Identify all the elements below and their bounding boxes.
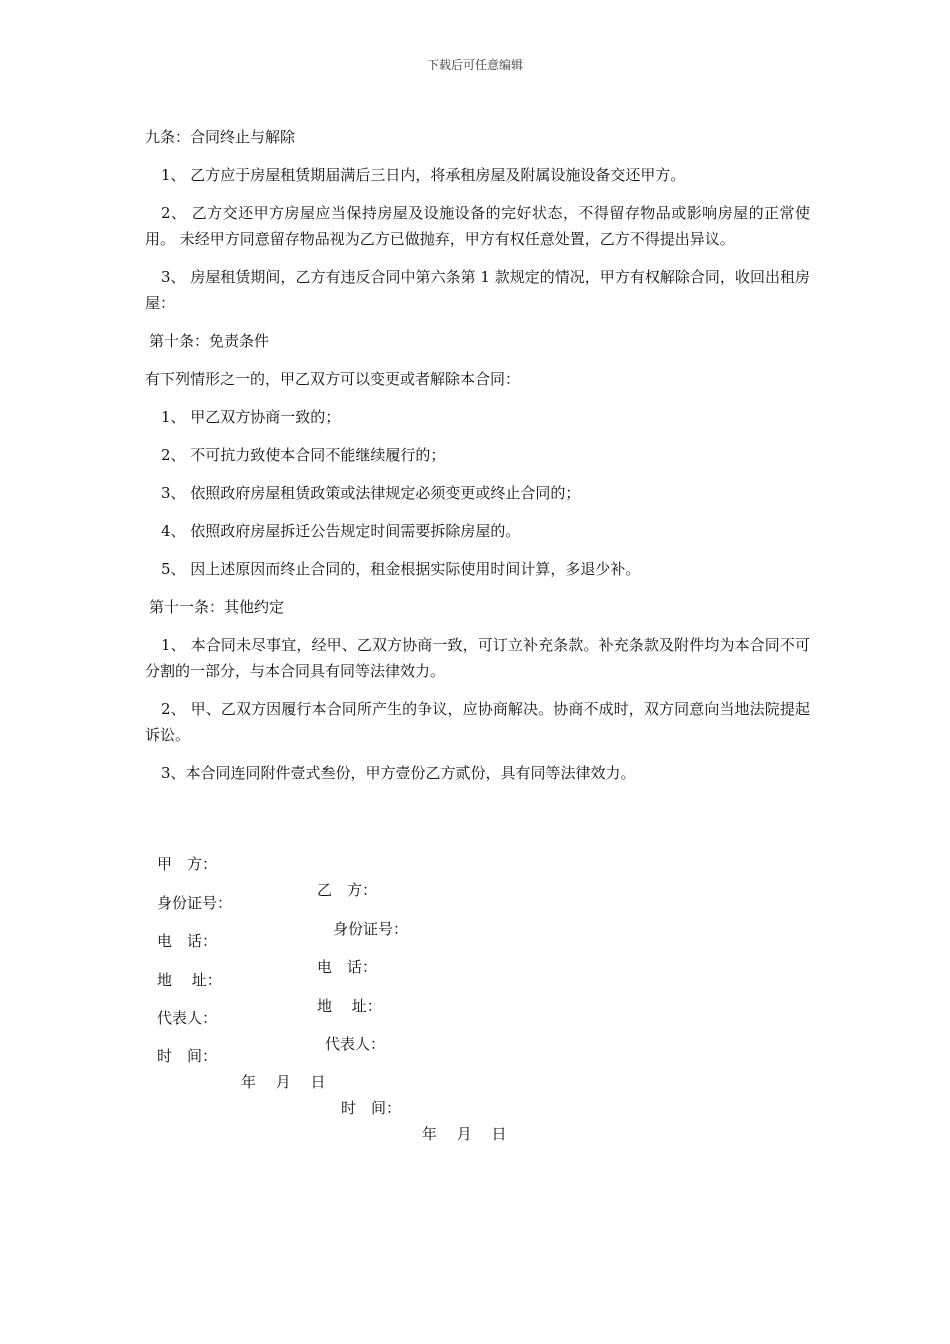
article-10-intro: 有下列情形之一的，甲乙双方可以变更或者解除本合同： bbox=[145, 370, 521, 388]
rep-a-label: 代表人： bbox=[157, 1009, 218, 1027]
time-b-label: 时 间： bbox=[341, 1099, 402, 1117]
article-9-item-1: 1、 乙方应于房屋租赁期届满后三日内，将承租房屋及附属设施设备交还甲方。 bbox=[161, 166, 686, 184]
phone-a-label: 电 话： bbox=[157, 932, 218, 950]
address-b-label: 地 址： bbox=[317, 997, 382, 1015]
article-9-item-3: 3、 房屋租赁期间，乙方有违反合同中第六条第 1 款规定的情况，甲方有权解除合同，收回出租房屋： bbox=[145, 268, 810, 312]
date-a-label: 年 月 日 bbox=[241, 1073, 326, 1091]
page-header-note: 下载后可任意编辑 bbox=[426, 58, 523, 72]
article-11-item-3: 3、本合同连同附件壹式叁份，甲方壹份乙方贰份，具有同等法律效力。 bbox=[161, 764, 636, 782]
article-10-item-2: 2、 不可抗力致使本合同不能继续履行的； bbox=[161, 446, 446, 464]
article-10-item-5: 5、 因上述原因而终止合同的，租金根据实际使用时间计算，多退少补。 bbox=[161, 560, 641, 578]
id-a-label: 身份证号： bbox=[157, 894, 233, 912]
date-b-label: 年 月 日 bbox=[422, 1125, 507, 1143]
article-11-item-2: 2、 甲、乙双方因履行本合同所产生的争议，应协商解决。协商不成时，双方同意向当地法院提起诉讼。 bbox=[145, 700, 810, 744]
party-a-label: 甲 方： bbox=[157, 855, 218, 873]
article-10-item-3: 3、 依照政府房屋租赁政策或法律规定必须变更或终止合同的； bbox=[161, 484, 581, 502]
id-b-label: 身份证号： bbox=[333, 920, 409, 938]
article-11-item-1: 1、 本合同未尽事宜，经甲、乙双方协商一致，可订立补充条款。补充条款及附件均为本合同不可分割的一部分，与本合同具有同等法律效力。 bbox=[145, 636, 810, 680]
phone-b-label: 电 话： bbox=[317, 958, 378, 976]
article-11-title: 第十一条：其他约定 bbox=[149, 598, 285, 616]
article-10-title: 第十条：免责条件 bbox=[149, 332, 270, 350]
article-10-item-1: 1、 甲乙双方协商一致的； bbox=[161, 408, 341, 426]
address-a-label: 地 址： bbox=[157, 971, 222, 989]
article-10-item-4: 4、 依照政府房屋拆迁公告规定时间需要拆除房屋的。 bbox=[161, 522, 521, 540]
time-a-label: 时 间： bbox=[157, 1047, 218, 1065]
article-9-title: 九条：合同终止与解除 bbox=[145, 128, 296, 146]
rep-b-label: 代表人： bbox=[325, 1035, 386, 1053]
party-b-label: 乙 方： bbox=[317, 881, 378, 899]
article-9-item-2: 2、 乙方交还甲方房屋应当保持房屋及设施设备的完好状态，不得留存物品或影响房屋的正常使用。 未经甲方同意留存物品视为乙方已做抛弃，甲方有权任意处置，乙方不得提出异议。 bbox=[145, 204, 810, 248]
contract-body bbox=[145, 124, 810, 798]
